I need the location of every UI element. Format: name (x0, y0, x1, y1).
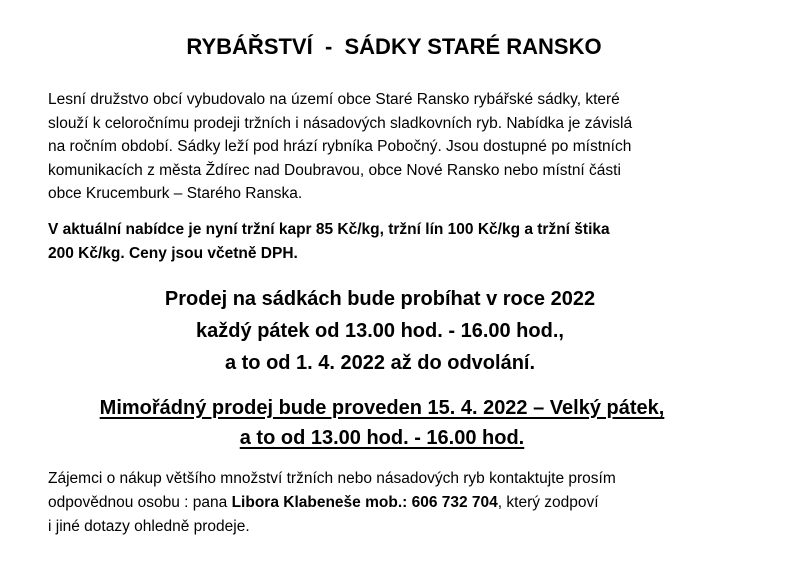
contact-person: Libora Klabeneše (231, 494, 361, 511)
intro-line: komunikacích z města Ždírec nad Doubravou, obce Nové Ransko nebo místní části (48, 161, 621, 179)
sale-line: Prodej na sádkách bude probíhat v roce 2022 (164, 288, 596, 310)
sale-line: každý pátek od 13.00 hod. - 16.00 hod., (196, 320, 564, 342)
offer-line: 200 Kč/kg. Ceny jsou včetně DPH. (48, 245, 298, 262)
intro-line: na ročním období. Sádky leží pod hrází rybníka Pobočný. Jsou dostupné po místních (48, 138, 632, 155)
intro-paragraph (48, 88, 728, 206)
contact-line (48, 491, 738, 515)
extra-sale-text: Mimořádný prodej bude proveden 15. 4. 2022 – Velký pátek, (99, 397, 665, 419)
offer-line: V aktuální nabídce je nyní tržní kapr 85 Kč/kg, tržní lín 100 Kč/kg a tržní štika (48, 221, 610, 238)
sale-schedule (0, 283, 760, 379)
extra-sale-notice (0, 393, 764, 453)
offer-paragraph (48, 218, 728, 266)
extra-sale-text: a to od 13.00 hod. - 16.00 hod. (239, 427, 525, 449)
intro-line: slouží k celoročnímu prodeji tržních i násadových sladkovních ryb. Nabídka je závislá (48, 114, 633, 132)
contact-prefix: odpovědnou osobu : pana (48, 494, 232, 511)
intro-line: obce Krucemburk – Starého Ranska. (48, 185, 303, 202)
extra-sale-line (0, 423, 764, 453)
intro-line: Lesní družstvo obcí vybudovalo na území obce Staré Ransko rybářské sádky, které (48, 91, 620, 108)
contact-line: i jiné dotazy ohledně prodeje. (48, 518, 250, 535)
contact-line: Zájemci o nákup většího množství tržních nebo násadových ryb kontaktujte prosím (48, 470, 616, 487)
contact-paragraph (48, 467, 738, 539)
sale-line: a to od 1. 4. 2022 až do odvolání. (224, 352, 536, 374)
page-title: RYBÁŘSTVÍ - SÁDKY STARÉ RANSKO (186, 34, 602, 59)
extra-sale-line (0, 393, 764, 423)
contact-phone: mob.: 606 732 704 (360, 494, 498, 511)
contact-suffix: , který zodpoví (497, 494, 599, 511)
